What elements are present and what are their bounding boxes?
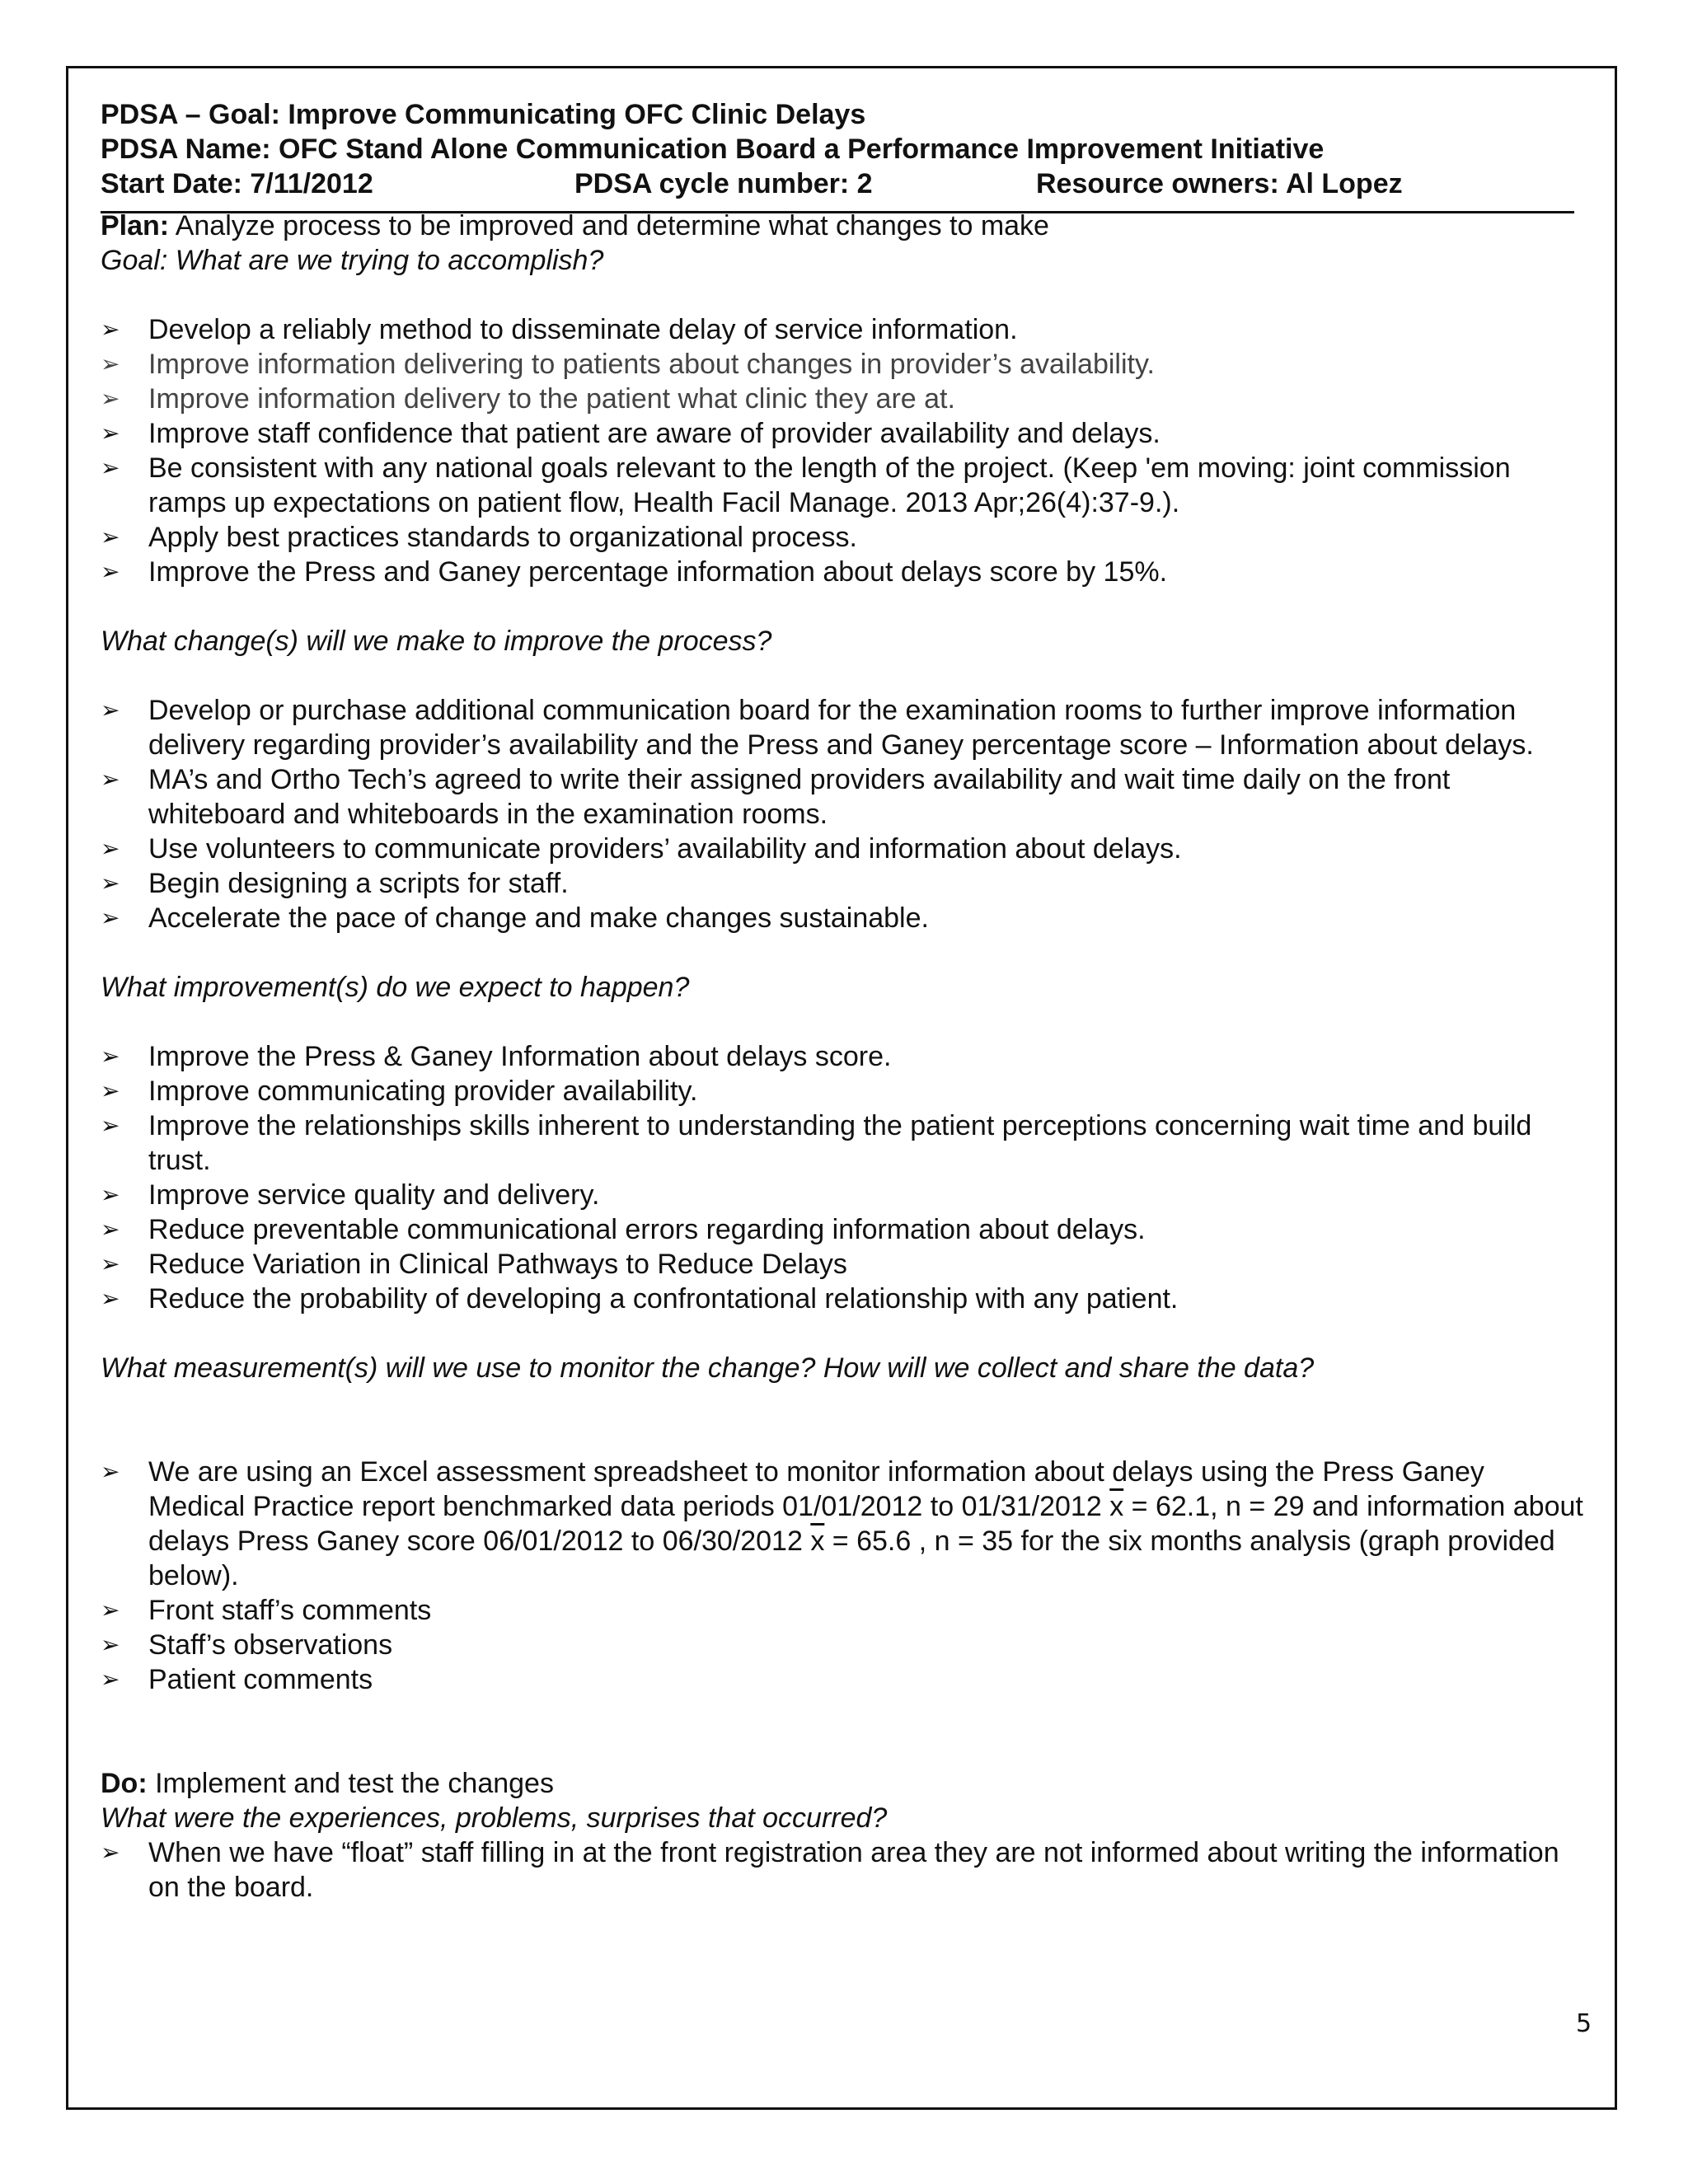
goal-question: Goal: What are we trying to accomplish? (101, 245, 604, 276)
goals-list (101, 312, 1584, 589)
do-label: Do: (101, 1768, 148, 1799)
list-item: ➢ Patient comments (101, 1662, 1584, 1697)
list-item: ➢ Reduce Variation in Clinical Pathways to Reduce Delays (101, 1247, 1584, 1282)
list-item: ➢ Improve service quality and delivery. (101, 1178, 1584, 1212)
list-item: ➢ Develop a reliably method to disseminate delay of service information. (101, 312, 1584, 347)
list-item: ➢ Reduce the probability of developing a confrontational relationship with any patient. (101, 1282, 1584, 1316)
list-item: ➢ Improve the relationships skills inherent to understanding the patient perceptions concerning wait time and build trust. (101, 1108, 1584, 1178)
list-item: ➢ Improve information delivery to the patient what clinic they are at. (101, 382, 1584, 416)
do-list (101, 1835, 1584, 1905)
document-body (101, 97, 1584, 1905)
improvement-question: What improvement(s) do we expect to happen? (101, 972, 690, 1003)
page-number: 5 (1576, 2009, 1592, 2038)
measurement-text-2: = 62.1, n = 29 and information about delays Press Ganey score 06/01/2012 to 06/30/2012 (148, 1491, 1583, 1557)
list-item-measurement-main (101, 1455, 1584, 1593)
measurement-question: What measurement(s) will we use to monitor the change? How will we collect and share the data? (101, 1352, 1315, 1384)
mean-symbol: $\overline{x}$ (1109, 1491, 1124, 1522)
changes-list (101, 693, 1584, 935)
resource-owners: Resource owners: Al Lopez (1036, 168, 1403, 199)
list-item: ➢ Reduce preventable communicational errors regarding information about delays. (101, 1212, 1584, 1247)
list-item: ➢ Improve communicating provider availability. (101, 1074, 1584, 1108)
list-item: ➢ Improve the Press and Ganey percentage information about delays score by 15%. (101, 555, 1584, 589)
list-item: ➢ Use volunteers to communicate providers’ availability and information about delays. (101, 832, 1584, 866)
list-item: ➢ Improve the Press & Ganey Information about delays score. (101, 1039, 1584, 1074)
list-item: ➢ Begin designing a scripts for staff. (101, 866, 1584, 901)
list-item: ➢ MA’s and Ortho Tech’s agreed to write their assigned providers availability and wait time daily on the front whiteboard and whiteboards in the examination rooms. (101, 762, 1584, 832)
list-item: ➢ Develop or purchase additional communication board for the examination rooms to further improve information delivery regarding provider’s availability and the Press and Ganey percentage score – Information about delays. (101, 693, 1584, 762)
improvements-list (101, 1039, 1584, 1316)
list-item: ➢ Accelerate the pace of change and make changes sustainable. (101, 901, 1584, 935)
list-item: ➢ Improve information delivering to patients about changes in provider’s availability. (101, 347, 1584, 382)
list-item: ➢ When we have “float” staff filling in at the front registration area they are not informed about writing the information on the board. (101, 1835, 1584, 1905)
measurements-list (101, 1455, 1584, 1697)
do-text: Implement and test the changes (155, 1768, 554, 1799)
measurement-text-3: = 65.6 , n = 35 for the six months analysis (graph provided below). (148, 1526, 1555, 1591)
list-item: ➢ Be consistent with any national goals relevant to the length of the project. (Keep 'em moving: joint commission ramps up expectations on patient flow, Health Facil Manage. 2013 Apr;26(4):37-9.). (101, 451, 1584, 520)
mean-symbol: $\overline{x}$ (810, 1526, 825, 1557)
do-line (101, 1766, 1584, 1801)
header-goal: PDSA – Goal: Improve Communicating OFC Clinic Delays (101, 99, 866, 130)
plan-label: Plan: (101, 210, 170, 241)
plan-line (101, 209, 1584, 243)
list-item: ➢ Staff’s observations (101, 1628, 1584, 1662)
list-item: ➢ Improve staff confidence that patient are aware of provider availability and delays. (101, 416, 1584, 451)
do-question: What were the experiences, problems, surprises that occurred? (101, 1802, 888, 1834)
list-item: ➢ Front staff’s comments (101, 1593, 1584, 1628)
plan-text: Analyze process to be improved and determine what changes to make (175, 210, 1049, 241)
measurement-text-1: We are using an Excel assessment spreadsheet to monitor information about delays using the Press Ganey Medical Practice report benchmarked data periods 01/01/2012 to 01/31/2012 (148, 1456, 1484, 1522)
change-question: What change(s) will we make to improve the process? (101, 626, 772, 657)
start-date: Start Date: 7/11/2012 (101, 168, 373, 199)
cycle-number: PDSA cycle number: 2 (574, 168, 873, 199)
header-name: PDSA Name: OFC Stand Alone Communication Board a Performance Improvement Initiative (101, 134, 1325, 165)
header-meta-row (101, 166, 1584, 201)
list-item: ➢ Apply best practices standards to organizational process. (101, 520, 1584, 555)
